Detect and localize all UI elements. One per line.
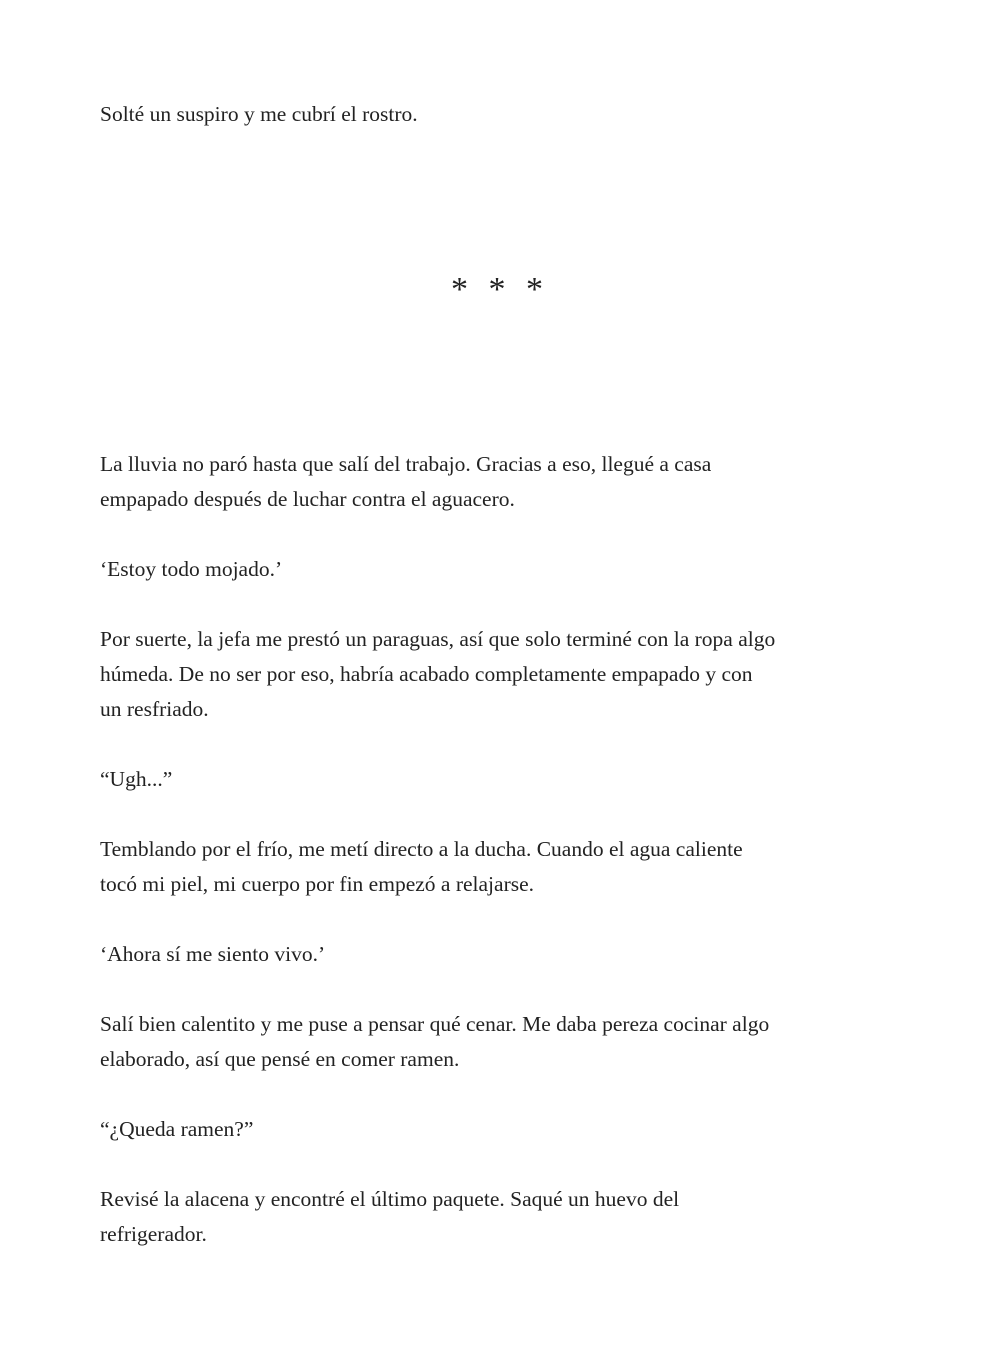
- text-line: húmeda. De no ser por eso, habría acabado completamente empapado y con: [100, 662, 753, 686]
- body-text: [100, 447, 920, 1287]
- section-separator: * * *: [451, 271, 549, 308]
- paragraph: [100, 447, 920, 517]
- paragraph: [100, 622, 920, 727]
- paragraph-intro: [100, 97, 920, 132]
- text-line: Salí bien calentito y me puse a pensar qué cenar. Me daba pereza cocinar algo: [100, 1012, 770, 1036]
- paragraph: [100, 832, 920, 902]
- text-line: ‘Estoy todo mojado.’: [100, 557, 283, 581]
- text-line: empapado después de luchar contra el aguacero.: [100, 487, 515, 511]
- text-line: elaborado, así que pensé en comer ramen.: [100, 1047, 460, 1071]
- text-line: un resfriado.: [100, 697, 209, 721]
- text-line: ‘Ahora sí me siento vivo.’: [100, 942, 326, 966]
- text-line: refrigerador.: [100, 1222, 207, 1246]
- text-line: La lluvia no paró hasta que salí del trabajo. Gracias a eso, llegué a casa: [100, 452, 712, 476]
- paragraph: [100, 762, 920, 797]
- text-line: Revisé la alacena y encontré el último paquete. Saqué un huevo del: [100, 1187, 680, 1211]
- text-line: Solté un suspiro y me cubrí el rostro.: [100, 102, 418, 126]
- paragraph: [100, 1112, 920, 1147]
- paragraph: [100, 1182, 920, 1252]
- text-line: Por suerte, la jefa me prestó un paraguas, así que solo terminé con la ropa algo: [100, 627, 776, 651]
- text-line: Temblando por el frío, me metí directo a la ducha. Cuando el agua caliente: [100, 837, 743, 861]
- paragraph: [100, 937, 920, 972]
- text-line: tocó mi piel, mi cuerpo por fin empezó a relajarse.: [100, 872, 535, 896]
- paragraph: [100, 1007, 920, 1077]
- paragraph: [100, 552, 920, 587]
- text-line: “¿Queda ramen?”: [100, 1117, 254, 1141]
- text-line: “Ugh...”: [100, 767, 173, 791]
